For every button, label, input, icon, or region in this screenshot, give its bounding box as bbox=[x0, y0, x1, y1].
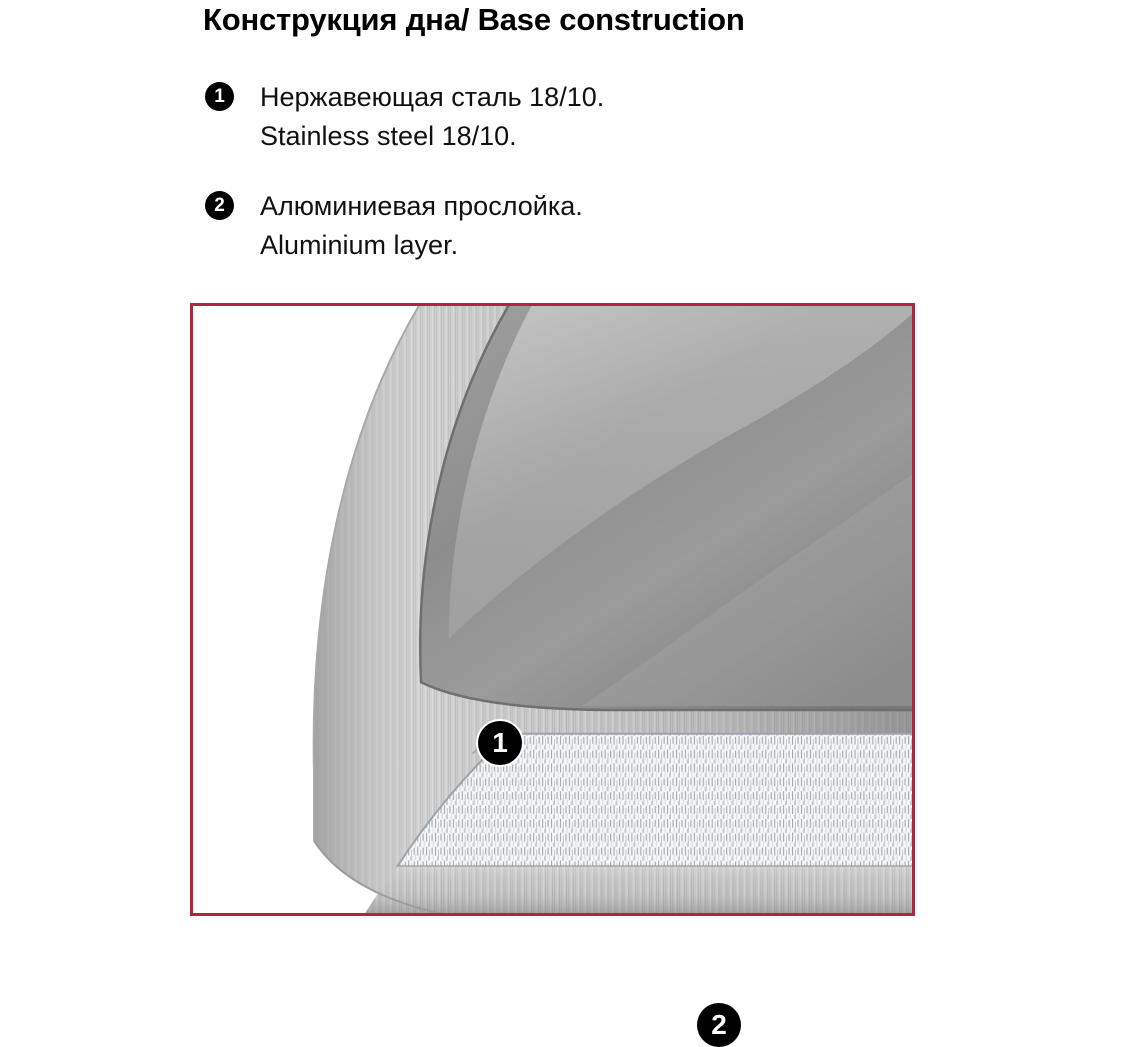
callout-2: 2 bbox=[697, 1003, 741, 1047]
legend-text-1 bbox=[260, 78, 905, 157]
legend-item-1-en: Stainless steel 18/10. bbox=[260, 121, 517, 152]
base-construction-figure bbox=[190, 303, 915, 1040]
legend-item-2 bbox=[205, 187, 905, 266]
page-title: Конструкция дна/ Base construction bbox=[203, 2, 745, 37]
cross-section-illustration bbox=[193, 306, 912, 913]
legend-bullet-1: 1 bbox=[205, 82, 234, 111]
legend-item-2-en: Aluminium layer. bbox=[260, 230, 459, 261]
callout-1: 1 bbox=[478, 721, 522, 765]
legend-item-1-ru: Нержавеющая сталь 18/10. bbox=[260, 82, 605, 112]
legend-item-2-ru: Алюминиевая прослойка. bbox=[260, 190, 583, 221]
legend-text-2 bbox=[260, 187, 905, 266]
legend-item-1 bbox=[205, 78, 905, 157]
legend bbox=[205, 78, 905, 296]
legend-bullet-2: 2 bbox=[205, 191, 234, 220]
